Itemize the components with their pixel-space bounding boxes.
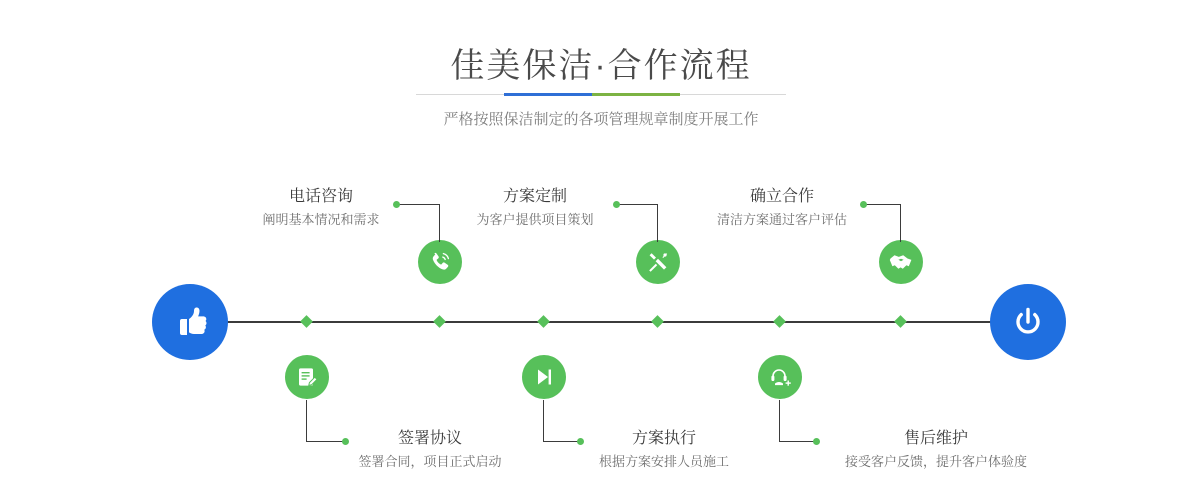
- step-1-desc: 阐明基本情况和需求: [262, 212, 380, 227]
- step-5-desc: 清洁方案通过客户评估: [716, 212, 847, 227]
- step-1-title: 电话咨询: [288, 188, 353, 205]
- axis-marker-6: [773, 315, 786, 328]
- step-1-label: [252, 186, 390, 230]
- axis-marker-3: [651, 315, 664, 328]
- step-6-desc: 接受客户反馈，提升客户体验度: [844, 454, 1027, 469]
- timeline-end-marker: [990, 284, 1066, 360]
- step-3-label: [460, 186, 610, 230]
- phone-call-icon: [427, 249, 453, 275]
- step-2-label: [326, 428, 534, 472]
- handshake-icon: [888, 249, 914, 275]
- play-forward-icon: [532, 365, 556, 389]
- step-3-connector-dot: [613, 201, 620, 208]
- step-6-connector-vertical: [779, 400, 780, 441]
- power-icon: [1008, 302, 1048, 342]
- step-4-connector-vertical: [543, 400, 544, 441]
- step-2-desc: 签署合同，项目正式启动: [358, 454, 502, 469]
- step-3-connector-horizontal: [617, 204, 657, 205]
- step-3-desc: 为客户提供项目策划: [476, 212, 594, 227]
- step-4-title: 方案执行: [631, 430, 696, 447]
- axis-marker-5: [894, 315, 907, 328]
- axis-marker-4: [537, 315, 550, 328]
- step-6-title: 售后维护: [903, 430, 968, 447]
- step-3-title: 方案定制: [502, 188, 567, 205]
- step-node-2[interactable]: [285, 355, 329, 399]
- page-subtitle: 严格按照保洁制定的各项管理规章制度开展工作: [443, 111, 759, 128]
- customer-service-icon: [768, 365, 792, 389]
- step-5-connector-horizontal: [864, 204, 900, 205]
- thumbs-up-icon: [170, 302, 210, 342]
- divider-accent-green: [592, 93, 680, 96]
- timeline-start-marker: [152, 284, 228, 360]
- step-4-label: [560, 428, 768, 472]
- axis-marker-2: [300, 315, 313, 328]
- step-4-desc: 根据方案安排人员施工: [598, 454, 729, 469]
- step-3-connector-vertical: [657, 204, 658, 242]
- step-5-title: 确立合作: [749, 188, 814, 205]
- step-node-5[interactable]: [879, 240, 923, 284]
- step-1-connector-horizontal: [397, 204, 439, 205]
- document-edit-icon: [295, 365, 319, 389]
- step-node-6[interactable]: [758, 355, 802, 399]
- step-1-connector-dot: [393, 201, 400, 208]
- step-2-title: 签署协议: [397, 430, 462, 447]
- tools-icon: [646, 250, 670, 274]
- divider-accent-blue: [504, 93, 592, 96]
- title-divider: [416, 93, 786, 96]
- step-node-1[interactable]: [418, 240, 462, 284]
- step-5-connector-vertical: [900, 204, 901, 242]
- step-5-connector-dot: [860, 201, 867, 208]
- step-6-label: [796, 428, 1076, 472]
- axis-marker-1: [433, 315, 446, 328]
- step-2-connector-vertical: [306, 400, 307, 441]
- step-1-connector-vertical: [439, 204, 440, 242]
- page-title: 佳美保洁·合作流程: [450, 47, 752, 85]
- step-node-3[interactable]: [636, 240, 680, 284]
- step-5-label: [708, 186, 856, 230]
- step-node-4[interactable]: [522, 355, 566, 399]
